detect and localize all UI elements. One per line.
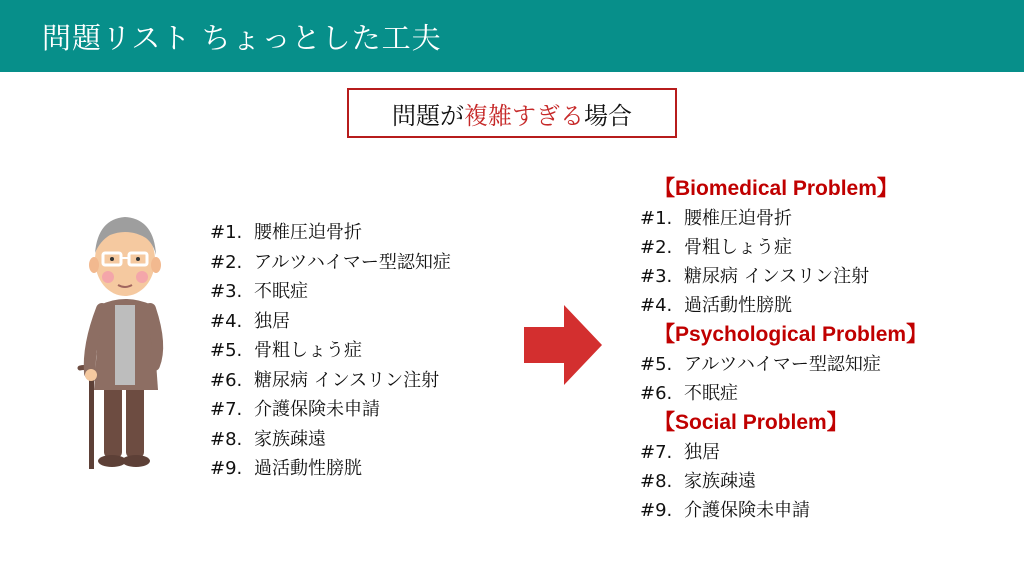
list-item: #4. 過活動性膀胱 — [640, 295, 792, 316]
categorized-list — [640, 174, 927, 525]
subtitle-box — [347, 88, 677, 138]
category-title-social: 【Social Problem】 — [654, 411, 848, 434]
list-item: #3. 糖尿病 インスリン注射 — [640, 266, 870, 287]
list-item: #2. アルツハイマー型認知症 — [210, 251, 451, 273]
subtitle-emphasis: 複雑すぎる — [464, 101, 584, 130]
list-item: #4. 独居 — [210, 310, 290, 332]
right-arrow-icon — [524, 305, 602, 385]
list-item: #6. 不眠症 — [640, 383, 738, 404]
list-item: #5. 骨粗しょう症 — [210, 340, 362, 361]
list-item: #9. 過活動性膀胱 — [210, 458, 362, 479]
list-item: #5. アルツハイマー型認知症 — [640, 354, 881, 375]
category-title-biomedical: 【Biomedical Problem】 — [654, 177, 898, 200]
page-title: 問題リスト ちょっとした工夫 — [42, 21, 442, 55]
list-item: #2. 骨粗しょう症 — [640, 237, 792, 258]
list-item: #1. 腰椎圧迫骨折 — [640, 208, 792, 229]
list-item: #7. 独居 — [640, 442, 720, 463]
list-item: #7. 介護保険未申請 — [210, 399, 380, 420]
list-item: #8. 家族疎遠 — [640, 471, 756, 492]
subtitle-pre: 問題が — [392, 101, 464, 130]
header-bar — [0, 0, 1024, 72]
subtitle-post: 場合 — [584, 101, 632, 130]
list-item: #9. 介護保険未申請 — [640, 500, 810, 521]
problem-list — [210, 218, 451, 484]
elderly-person-icon — [70, 205, 180, 475]
category-title-psychological: 【Psychological Problem】 — [654, 323, 928, 346]
list-item: #1. 腰椎圧迫骨折 — [210, 222, 362, 243]
list-item: #3. 不眠症 — [210, 281, 308, 302]
list-item: #6. 糖尿病 インスリン注射 — [210, 369, 440, 391]
list-item: #8. 家族疎遠 — [210, 428, 326, 450]
